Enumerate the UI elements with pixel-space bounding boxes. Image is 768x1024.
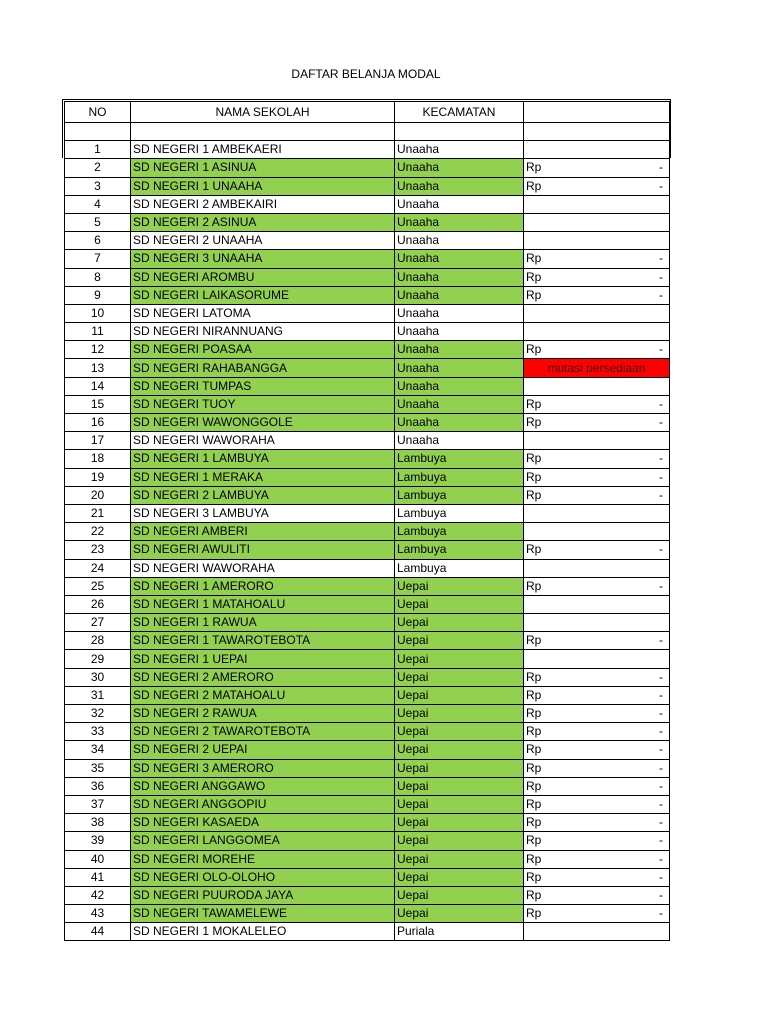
cell-amount[interactable] (524, 795, 670, 813)
cell-school-name[interactable]: SD NEGERI NIRANNUANG (131, 323, 395, 341)
amount-value: - (659, 415, 663, 430)
table-row (65, 559, 670, 577)
table-row (65, 450, 670, 468)
cell-amount[interactable] (524, 414, 670, 432)
currency-label: Rp (526, 178, 542, 193)
cell-amount[interactable] (524, 341, 670, 359)
cell-amount[interactable] (524, 686, 670, 704)
currency-label: Rp (526, 469, 542, 484)
header-amount[interactable] (524, 102, 670, 123)
cell-kecamatan[interactable]: Uepai (395, 814, 524, 832)
currency-label: Rp (526, 887, 542, 902)
currency-label: Rp (526, 815, 542, 830)
cell-no[interactable]: 35 (65, 759, 131, 777)
table-row (65, 668, 670, 686)
cell-school-name[interactable]: SD NEGERI WAWONGGOLE (131, 414, 395, 432)
currency-label: Rp (526, 906, 542, 921)
cell-school-name[interactable]: SD NEGERI 1 UNAAHA (131, 177, 395, 195)
table-row (65, 850, 670, 868)
currency-label: Rp (526, 742, 542, 757)
cell-amount[interactable] (524, 705, 670, 723)
cell-amount[interactable] (524, 523, 670, 541)
table-row (65, 414, 670, 432)
cell-amount[interactable] (524, 741, 670, 759)
cell-no[interactable]: 21 (65, 504, 131, 522)
currency-label: Rp (526, 851, 542, 866)
cell-kecamatan[interactable]: Unaaha (395, 177, 524, 195)
amount-value: - (659, 633, 663, 648)
cell-school-name[interactable]: SD NEGERI 2 UNAAHA (131, 232, 395, 250)
cell-amount[interactable] (524, 886, 670, 904)
table-row (65, 705, 670, 723)
cell-no[interactable]: 34 (65, 741, 131, 759)
cell-kecamatan[interactable]: Uepai (395, 795, 524, 813)
cell-no[interactable]: 1 (65, 141, 131, 159)
cell-kecamatan[interactable]: Unaaha (395, 232, 524, 250)
currency-label: Rp (526, 251, 542, 266)
cell-no[interactable]: 38 (65, 814, 131, 832)
table-row (65, 795, 670, 813)
cell-kecamatan[interactable]: Uepai (395, 705, 524, 723)
cell-school-name[interactable]: SD NEGERI 1 MOKALELEO (131, 923, 395, 941)
blank-cell[interactable] (524, 123, 670, 141)
currency-label: Rp (526, 415, 542, 430)
table-body (65, 141, 670, 941)
table-row (65, 341, 670, 359)
table-row (65, 195, 670, 213)
amount-value: - (659, 669, 663, 684)
cell-no[interactable]: 27 (65, 614, 131, 632)
cell-amount[interactable] (524, 304, 670, 322)
table-row (65, 432, 670, 450)
cell-amount[interactable] (524, 559, 670, 577)
cell-kecamatan[interactable]: Uepai (395, 759, 524, 777)
cell-school-name[interactable]: SD NEGERI ANGGAWO (131, 777, 395, 795)
cell-school-name[interactable]: SD NEGERI AWULITI (131, 541, 395, 559)
cell-amount[interactable] (524, 377, 670, 395)
cell-amount[interactable] (524, 141, 670, 159)
cell-no[interactable]: 33 (65, 723, 131, 741)
cell-school-name[interactable]: SD NEGERI 3 UNAAHA (131, 250, 395, 268)
cell-school-name[interactable]: SD NEGERI 1 MATAHOALU (131, 595, 395, 613)
cell-amount[interactable] (524, 323, 670, 341)
blank-cell[interactable] (131, 123, 395, 141)
header-kecamatan[interactable]: KECAMATAN (395, 102, 524, 123)
cell-school-name[interactable]: SD NEGERI 2 RAWUA (131, 705, 395, 723)
cell-amount[interactable] (524, 541, 670, 559)
cell-amount[interactable] (524, 814, 670, 832)
table-row (65, 632, 670, 650)
blank-cell[interactable] (65, 123, 131, 141)
table-row (65, 923, 670, 941)
cell-no[interactable]: 39 (65, 832, 131, 850)
table-row (65, 814, 670, 832)
cell-school-name[interactable]: SD NEGERI PUURODA JAYA (131, 886, 395, 904)
cell-no[interactable]: 9 (65, 286, 131, 304)
table-row (65, 523, 670, 541)
cell-amount[interactable] (524, 268, 670, 286)
cell-kecamatan[interactable]: Unaaha (395, 213, 524, 231)
cell-kecamatan[interactable]: Unaaha (395, 286, 524, 304)
cell-kecamatan[interactable]: Unaaha (395, 304, 524, 322)
cell-amount[interactable] (524, 468, 670, 486)
currency-label: Rp (526, 687, 542, 702)
amount-value: - (659, 906, 663, 921)
cell-no[interactable]: 37 (65, 795, 131, 813)
table-row (65, 177, 670, 195)
cell-school-name[interactable]: SD NEGERI AROMBU (131, 268, 395, 286)
cell-amount[interactable] (524, 650, 670, 668)
cell-no[interactable]: 15 (65, 395, 131, 413)
cell-no[interactable]: 18 (65, 450, 131, 468)
blank-cell[interactable] (395, 123, 524, 141)
cell-amount[interactable] (524, 213, 670, 231)
cell-school-name[interactable]: SD NEGERI 1 RAWUA (131, 614, 395, 632)
cell-no[interactable]: 22 (65, 523, 131, 541)
amount-value: - (659, 797, 663, 812)
cell-kecamatan[interactable]: Uepai (395, 595, 524, 613)
cell-school-name[interactable]: SD NEGERI LAIKASORUME (131, 286, 395, 304)
cell-no[interactable]: 41 (65, 868, 131, 886)
cell-kecamatan[interactable]: Uepai (395, 886, 524, 904)
cell-school-name[interactable]: SD NEGERI 1 AMERORO (131, 577, 395, 595)
table-row (65, 250, 670, 268)
amount-value: - (659, 578, 663, 593)
cell-amount[interactable] (524, 250, 670, 268)
amount-value: - (659, 687, 663, 702)
cell-no[interactable]: 3 (65, 177, 131, 195)
cell-no[interactable]: 2 (65, 159, 131, 177)
cell-kecamatan[interactable]: Lambuya (395, 504, 524, 522)
blank-row (65, 123, 670, 141)
cell-school-name[interactable]: SD NEGERI TUMPAS (131, 377, 395, 395)
cell-school-name[interactable]: SD NEGERI 3 LAMBUYA (131, 504, 395, 522)
cell-school-name[interactable]: SD NEGERI 2 MATAHOALU (131, 686, 395, 704)
cell-school-name[interactable]: SD NEGERI 2 LAMBUYA (131, 486, 395, 504)
cell-no[interactable]: 17 (65, 432, 131, 450)
cell-amount[interactable] (524, 868, 670, 886)
currency-label: Rp (526, 578, 542, 593)
table-row (65, 595, 670, 613)
amount-value: - (659, 778, 663, 793)
cell-school-name[interactable]: SD NEGERI WAWORAHA (131, 559, 395, 577)
cell-no[interactable]: 29 (65, 650, 131, 668)
header-row (65, 102, 670, 123)
amount-value: - (659, 742, 663, 757)
cell-school-name[interactable]: SD NEGERI 1 MERAKA (131, 468, 395, 486)
cell-no[interactable]: 14 (65, 377, 131, 395)
cell-kecamatan[interactable]: Unaaha (395, 359, 524, 377)
cell-amount[interactable] (524, 486, 670, 504)
amount-value: - (659, 815, 663, 830)
cell-school-name[interactable]: SD NEGERI 1 ASINUA (131, 159, 395, 177)
cell-kecamatan[interactable]: Unaaha (395, 432, 524, 450)
amount-value: - (659, 851, 663, 866)
cell-school-name[interactable]: SD NEGERI 2 UEPAI (131, 741, 395, 759)
cell-kecamatan[interactable]: Uepai (395, 632, 524, 650)
cell-no[interactable]: 31 (65, 686, 131, 704)
cell-no[interactable]: 11 (65, 323, 131, 341)
header-no[interactable]: NO (65, 102, 131, 123)
currency-label: Rp (526, 724, 542, 739)
cell-school-name[interactable]: SD NEGERI POASAA (131, 341, 395, 359)
cell-school-name[interactable]: SD NEGERI 2 AMBEKAIRI (131, 195, 395, 213)
cell-school-name[interactable]: SD NEGERI 2 AMERORO (131, 668, 395, 686)
cell-no[interactable]: 12 (65, 341, 131, 359)
cell-no[interactable]: 20 (65, 486, 131, 504)
amount-value: - (659, 287, 663, 302)
cell-kecamatan[interactable]: Uepai (395, 905, 524, 923)
cell-kecamatan[interactable]: Lambuya (395, 468, 524, 486)
cell-no[interactable]: 25 (65, 577, 131, 595)
amount-value: - (659, 487, 663, 502)
currency-label: Rp (526, 869, 542, 884)
currency-label: Rp (526, 669, 542, 684)
cell-no[interactable]: 7 (65, 250, 131, 268)
cell-kecamatan[interactable]: Unaaha (395, 377, 524, 395)
table-row (65, 232, 670, 250)
cell-no[interactable]: 23 (65, 541, 131, 559)
cell-school-name[interactable]: SD NEGERI AMBERI (131, 523, 395, 541)
cell-amount[interactable] (524, 159, 670, 177)
table-row (65, 141, 670, 159)
cell-amount[interactable] (524, 595, 670, 613)
cell-amount[interactable] (524, 923, 670, 941)
cell-amount[interactable] (524, 668, 670, 686)
amount-value: - (659, 760, 663, 775)
cell-school-name[interactable]: SD NEGERI TAWAMELEWE (131, 905, 395, 923)
cell-amount[interactable] (524, 850, 670, 868)
amount-value: - (659, 542, 663, 557)
cell-school-name[interactable]: SD NEGERI LANGGOMEA (131, 832, 395, 850)
table-row (65, 868, 670, 886)
amount-value: - (659, 269, 663, 284)
cell-amount[interactable] (524, 632, 670, 650)
amount-value: - (659, 178, 663, 193)
table-row (65, 905, 670, 923)
amount-value: - (659, 469, 663, 484)
cell-no[interactable]: 13 (65, 359, 131, 377)
document-title: DAFTAR BELANJA MODAL (291, 67, 441, 81)
table-row (65, 304, 670, 322)
cell-amount[interactable] (524, 395, 670, 413)
cell-no[interactable]: 8 (65, 268, 131, 286)
cell-kecamatan[interactable]: Unaaha (395, 341, 524, 359)
cell-kecamatan[interactable]: Uepai (395, 832, 524, 850)
currency-label: Rp (526, 633, 542, 648)
cell-amount[interactable] (524, 504, 670, 522)
currency-label: Rp (526, 487, 542, 502)
amount-value: - (659, 342, 663, 357)
cell-amount[interactable] (524, 577, 670, 595)
table-row (65, 577, 670, 595)
cell-kecamatan[interactable]: Unaaha (395, 268, 524, 286)
cell-kecamatan[interactable]: Unaaha (395, 195, 524, 213)
cell-school-name[interactable]: SD NEGERI TUOY (131, 395, 395, 413)
cell-school-name[interactable]: SD NEGERI ANGGOPIU (131, 795, 395, 813)
cell-no[interactable]: 44 (65, 923, 131, 941)
table-row (65, 723, 670, 741)
cell-kecamatan[interactable]: Uepai (395, 723, 524, 741)
cell-kecamatan[interactable]: Uepai (395, 686, 524, 704)
table-row (65, 268, 670, 286)
amount-value: - (659, 887, 663, 902)
table-row (65, 741, 670, 759)
table-row (65, 759, 670, 777)
currency-label: Rp (526, 451, 542, 466)
table-row (65, 486, 670, 504)
cell-amount[interactable]: mutasi persediaan (524, 359, 670, 377)
currency-label: Rp (526, 542, 542, 557)
cell-no[interactable]: 30 (65, 668, 131, 686)
currency-label: Rp (526, 287, 542, 302)
amount-value: - (659, 724, 663, 739)
cell-no[interactable]: 43 (65, 905, 131, 923)
cell-kecamatan[interactable]: Unaaha (395, 250, 524, 268)
cell-kecamatan[interactable]: Lambuya (395, 541, 524, 559)
currency-label: Rp (526, 760, 542, 775)
table-row (65, 323, 670, 341)
cell-school-name[interactable]: SD NEGERI 1 TAWAROTEBOTA (131, 632, 395, 650)
table-row (65, 359, 670, 377)
cell-amount[interactable] (524, 759, 670, 777)
cell-kecamatan[interactable]: Unaaha (395, 141, 524, 159)
table-row (65, 886, 670, 904)
cell-no[interactable]: 42 (65, 886, 131, 904)
cell-kecamatan[interactable]: Lambuya (395, 486, 524, 504)
amount-value: - (659, 160, 663, 175)
cell-no[interactable]: 32 (65, 705, 131, 723)
header-name[interactable]: NAMA SEKOLAH (131, 102, 395, 123)
table-row (65, 468, 670, 486)
cell-amount[interactable] (524, 614, 670, 632)
cell-no[interactable]: 4 (65, 195, 131, 213)
cell-amount[interactable] (524, 450, 670, 468)
cell-school-name[interactable]: SD NEGERI OLO-OLOHO (131, 868, 395, 886)
table-row (65, 686, 670, 704)
cell-kecamatan[interactable]: Uepai (395, 777, 524, 795)
school-table (64, 101, 670, 941)
cell-kecamatan[interactable]: Unaaha (395, 159, 524, 177)
table-row (65, 286, 670, 304)
amount-value: - (659, 869, 663, 884)
cell-kecamatan[interactable]: Uepai (395, 614, 524, 632)
table-row (65, 541, 670, 559)
cell-school-name[interactable]: SD NEGERI LATOMA (131, 304, 395, 322)
table-row (65, 777, 670, 795)
cell-school-name[interactable]: SD NEGERI 2 ASINUA (131, 213, 395, 231)
table-row (65, 614, 670, 632)
cell-no[interactable]: 26 (65, 595, 131, 613)
cell-school-name[interactable]: SD NEGERI 1 UEPAI (131, 650, 395, 668)
amount-value: - (659, 451, 663, 466)
cell-kecamatan[interactable]: Uepai (395, 650, 524, 668)
table-row (65, 395, 670, 413)
cell-kecamatan[interactable]: Uepai (395, 741, 524, 759)
currency-label: Rp (526, 706, 542, 721)
table-row (65, 159, 670, 177)
cell-school-name[interactable]: SD NEGERI MOREHE (131, 850, 395, 868)
cell-kecamatan[interactable]: Uepai (395, 668, 524, 686)
cell-school-name[interactable]: SD NEGERI 2 TAWAROTEBOTA (131, 723, 395, 741)
cell-kecamatan[interactable]: Unaaha (395, 395, 524, 413)
cell-no[interactable]: 28 (65, 632, 131, 650)
table-row (65, 213, 670, 231)
cell-amount[interactable] (524, 195, 670, 213)
cell-school-name[interactable]: SD NEGERI KASAEDA (131, 814, 395, 832)
cell-amount[interactable] (524, 286, 670, 304)
cell-kecamatan[interactable]: Lambuya (395, 450, 524, 468)
cell-no[interactable]: 10 (65, 304, 131, 322)
cell-kecamatan[interactable]: Uepai (395, 577, 524, 595)
cell-kecamatan[interactable]: Lambuya (395, 559, 524, 577)
cell-kecamatan[interactable]: Unaaha (395, 414, 524, 432)
cell-amount[interactable] (524, 777, 670, 795)
amount-value: - (659, 251, 663, 266)
cell-kecamatan[interactable]: Uepai (395, 850, 524, 868)
cell-school-name[interactable]: SD NEGERI 1 LAMBUYA (131, 450, 395, 468)
amount-value: - (659, 396, 663, 411)
cell-no[interactable]: 19 (65, 468, 131, 486)
cell-amount[interactable] (524, 177, 670, 195)
cell-school-name[interactable]: SD NEGERI RAHABANGGA (131, 359, 395, 377)
amount-value: - (659, 706, 663, 721)
currency-label: Rp (526, 833, 542, 848)
currency-label: Rp (526, 396, 542, 411)
table-row (65, 504, 670, 522)
currency-label: Rp (526, 797, 542, 812)
cell-no[interactable]: 6 (65, 232, 131, 250)
currency-label: Rp (526, 269, 542, 284)
currency-label: Rp (526, 778, 542, 793)
cell-kecamatan[interactable]: Lambuya (395, 523, 524, 541)
cell-kecamatan[interactable]: Puriala (395, 923, 524, 941)
cell-amount[interactable] (524, 905, 670, 923)
table-row (65, 377, 670, 395)
currency-label: Rp (526, 160, 542, 175)
cell-school-name[interactable]: SD NEGERI 1 AMBEKAERI (131, 141, 395, 159)
table-row (65, 832, 670, 850)
cell-kecamatan[interactable]: Uepai (395, 868, 524, 886)
cell-no[interactable]: 24 (65, 559, 131, 577)
amount-value: - (659, 833, 663, 848)
cell-no[interactable]: 40 (65, 850, 131, 868)
currency-label: Rp (526, 342, 542, 357)
cell-amount[interactable] (524, 723, 670, 741)
cell-no[interactable]: 5 (65, 213, 131, 231)
cell-no[interactable]: 36 (65, 777, 131, 795)
cell-no[interactable]: 16 (65, 414, 131, 432)
cell-school-name[interactable]: SD NEGERI 3 AMERORO (131, 759, 395, 777)
cell-kecamatan[interactable]: Unaaha (395, 323, 524, 341)
cell-amount[interactable] (524, 432, 670, 450)
table-row (65, 650, 670, 668)
cell-amount[interactable] (524, 832, 670, 850)
cell-amount[interactable] (524, 232, 670, 250)
cell-school-name[interactable]: SD NEGERI WAWORAHA (131, 432, 395, 450)
